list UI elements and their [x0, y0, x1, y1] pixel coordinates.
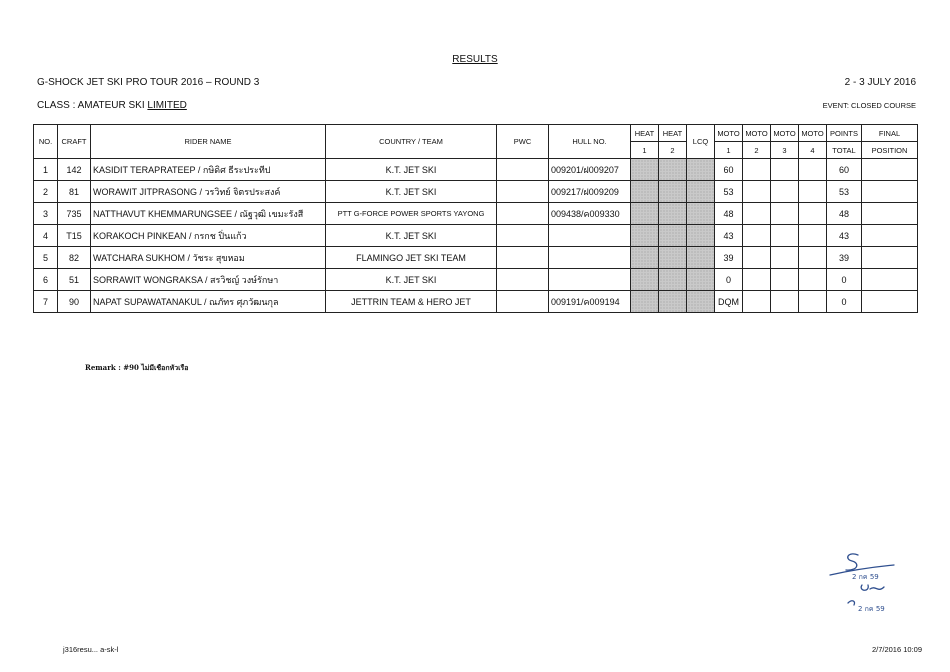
- header-no: NO.: [34, 125, 58, 159]
- cell-hull: [549, 247, 631, 269]
- header-rider: RIDER NAME: [91, 125, 326, 159]
- cell-moto4: [799, 225, 827, 247]
- cell-rider: KASIDIT TERAPRATEEP / กษิดิศ ธีระประทีป: [91, 159, 326, 181]
- header-heat2: HEAT: [659, 125, 687, 142]
- table-row: [34, 291, 918, 313]
- cell-craft: 82: [58, 247, 91, 269]
- header-craft: CRAFT: [58, 125, 91, 159]
- cell-heat1: [631, 291, 659, 313]
- cell-total: 0: [827, 291, 862, 313]
- cell-heat2: [659, 269, 687, 291]
- cell-moto1: 53: [715, 181, 743, 203]
- cell-moto2: [743, 269, 771, 291]
- cell-no: 1: [34, 159, 58, 181]
- cell-total: 60: [827, 159, 862, 181]
- cell-moto3: [771, 225, 799, 247]
- cell-craft: 90: [58, 291, 91, 313]
- cell-no: 6: [34, 269, 58, 291]
- signature-date-2: 2 กค 59: [858, 605, 885, 613]
- cell-lcq: [687, 181, 715, 203]
- header-moto1: MOTO: [715, 125, 743, 142]
- cell-craft: 142: [58, 159, 91, 181]
- header-moto3: MOTO: [771, 125, 799, 142]
- table-row: [34, 225, 918, 247]
- cell-heat2: [659, 181, 687, 203]
- cell-moto1: DQM: [715, 291, 743, 313]
- cell-heat1: [631, 203, 659, 225]
- header-hull: HULL NO.: [549, 125, 631, 159]
- header-moto4: MOTO: [799, 125, 827, 142]
- cell-moto1: 43: [715, 225, 743, 247]
- cell-total: 53: [827, 181, 862, 203]
- cell-rider: WORAWIT JITPRASONG / วรวิทย์ จิตรประสงค์: [91, 181, 326, 203]
- cell-final: [862, 203, 918, 225]
- cell-heat2: [659, 225, 687, 247]
- cell-final: [862, 159, 918, 181]
- cell-no: 5: [34, 247, 58, 269]
- cell-hull: [549, 269, 631, 291]
- cell-rider: KORAKOCH PINKEAN / กรกช ปิ่นแก้ว: [91, 225, 326, 247]
- cell-moto4: [799, 291, 827, 313]
- remark-note: Remark : #90 ไม่มีเชือกหัวเรือ: [85, 363, 189, 372]
- cell-moto4: [799, 269, 827, 291]
- cell-rider: NATTHAVUT KHEMMARUNGSEE / ณัฐวุฒิ เขมะรังสี: [91, 203, 326, 225]
- cell-moto3: [771, 203, 799, 225]
- cell-team: K.T. JET SKI: [326, 269, 497, 291]
- cell-moto2: [743, 203, 771, 225]
- cell-team: K.T. JET SKI: [326, 225, 497, 247]
- cell-total: 43: [827, 225, 862, 247]
- cell-craft: 51: [58, 269, 91, 291]
- cell-rider: SORRAWIT WONGRAKSA / สรวิชญ์ วงษ์รักษา: [91, 269, 326, 291]
- signature-date-1: 2 กค 59: [852, 573, 879, 581]
- cell-moto4: [799, 159, 827, 181]
- header-country: COUNTRY / TEAM: [326, 125, 497, 159]
- cell-rider: WATCHARA SUKHOM / วัชระ สุขหอม: [91, 247, 326, 269]
- header-final-position: POSITION: [862, 142, 918, 159]
- cell-total: 39: [827, 247, 862, 269]
- class-prefix: CLASS : AMATEUR SKI: [37, 100, 148, 111]
- cell-hull: 009201/ฝ009207: [549, 159, 631, 181]
- cell-lcq: [687, 247, 715, 269]
- cell-craft: 81: [58, 181, 91, 203]
- cell-hull: 009438/ค009330: [549, 203, 631, 225]
- header-heat2-num: 2: [659, 142, 687, 159]
- cell-moto3: [771, 181, 799, 203]
- cell-team: K.T. JET SKI: [326, 159, 497, 181]
- cell-lcq: [687, 291, 715, 313]
- cell-pwc: [497, 291, 549, 313]
- cell-no: 4: [34, 225, 58, 247]
- table-row: [34, 159, 918, 181]
- footer-timestamp: 2/7/2016 10:09: [871, 645, 922, 654]
- cell-lcq: [687, 269, 715, 291]
- table-row: [34, 269, 918, 291]
- header-moto4-num: 4: [799, 142, 827, 159]
- header-heat1-num: 1: [631, 142, 659, 159]
- header-heat1: HEAT: [631, 125, 659, 142]
- header-lcq: LCQ: [687, 125, 715, 159]
- page-title: RESULTS: [452, 54, 498, 65]
- handwritten-signature: [818, 545, 908, 620]
- cell-heat2: [659, 291, 687, 313]
- cell-final: [862, 291, 918, 313]
- cell-pwc: [497, 159, 549, 181]
- header-final: FINAL: [862, 125, 918, 142]
- table-row: [34, 181, 918, 203]
- cell-moto4: [799, 203, 827, 225]
- cell-moto1: 60: [715, 159, 743, 181]
- cell-pwc: [497, 269, 549, 291]
- cell-moto2: [743, 181, 771, 203]
- cell-moto1: 0: [715, 269, 743, 291]
- cell-no: 7: [34, 291, 58, 313]
- cell-pwc: [497, 181, 549, 203]
- cell-moto2: [743, 247, 771, 269]
- cell-team: K.T. JET SKI: [326, 181, 497, 203]
- header-moto1-num: 1: [715, 142, 743, 159]
- cell-heat1: [631, 181, 659, 203]
- cell-pwc: [497, 247, 549, 269]
- cell-total: 48: [827, 203, 862, 225]
- cell-moto2: [743, 159, 771, 181]
- cell-craft: T15: [58, 225, 91, 247]
- cell-moto2: [743, 225, 771, 247]
- cell-hull: [549, 225, 631, 247]
- cell-total: 0: [827, 269, 862, 291]
- header-points-total: TOTAL: [827, 142, 862, 159]
- cell-no: 3: [34, 203, 58, 225]
- header-pwc: PWC: [497, 125, 549, 159]
- cell-team: JETTRIN TEAM & HERO JET: [326, 291, 497, 313]
- signature-stroke-3: [861, 585, 884, 590]
- cell-moto1: 48: [715, 203, 743, 225]
- cell-heat2: [659, 247, 687, 269]
- class-line: [37, 100, 187, 111]
- cell-craft: 735: [58, 203, 91, 225]
- cell-moto4: [799, 181, 827, 203]
- signature-stroke-1: [846, 554, 858, 570]
- cell-moto3: [771, 269, 799, 291]
- header-moto2-num: 2: [743, 142, 771, 159]
- cell-final: [862, 269, 918, 291]
- cell-final: [862, 225, 918, 247]
- results-table: [33, 124, 918, 313]
- cell-heat2: [659, 203, 687, 225]
- cell-pwc: [497, 203, 549, 225]
- header-points: POINTS: [827, 125, 862, 142]
- cell-lcq: [687, 203, 715, 225]
- event-title: G-SHOCK JET SKI PRO TOUR 2016 – ROUND 3: [37, 77, 260, 88]
- header-moto2: MOTO: [743, 125, 771, 142]
- cell-moto4: [799, 247, 827, 269]
- cell-hull: 009191/ค009194: [549, 291, 631, 313]
- cell-moto3: [771, 291, 799, 313]
- cell-team: FLAMINGO JET SKI TEAM: [326, 247, 497, 269]
- table-row: [34, 247, 918, 269]
- cell-final: [862, 181, 918, 203]
- event-type: EVENT: CLOSED COURSE: [822, 101, 916, 110]
- table-row: [34, 203, 918, 225]
- signature-stroke-4: [848, 601, 855, 605]
- cell-heat2: [659, 159, 687, 181]
- header-moto3-num: 3: [771, 142, 799, 159]
- class-name: LIMITED: [147, 100, 187, 111]
- footer-filename: j316resu... a-sk-l: [63, 645, 119, 654]
- cell-heat1: [631, 247, 659, 269]
- cell-heat1: [631, 225, 659, 247]
- cell-heat1: [631, 269, 659, 291]
- cell-lcq: [687, 225, 715, 247]
- cell-moto1: 39: [715, 247, 743, 269]
- cell-final: [862, 247, 918, 269]
- cell-moto2: [743, 291, 771, 313]
- cell-lcq: [687, 159, 715, 181]
- cell-no: 2: [34, 181, 58, 203]
- header-row: [34, 125, 918, 142]
- cell-team: PTT G-FORCE POWER SPORTS YAYONG: [326, 203, 497, 225]
- cell-hull: 009217/ฝ009209: [549, 181, 631, 203]
- cell-rider: NAPAT SUPAWATANAKUL / ณภัทร ศุภวัฒนกุล: [91, 291, 326, 313]
- cell-moto3: [771, 247, 799, 269]
- cell-moto3: [771, 159, 799, 181]
- cell-heat1: [631, 159, 659, 181]
- cell-pwc: [497, 225, 549, 247]
- event-date: 2 - 3 JULY 2016: [844, 77, 916, 88]
